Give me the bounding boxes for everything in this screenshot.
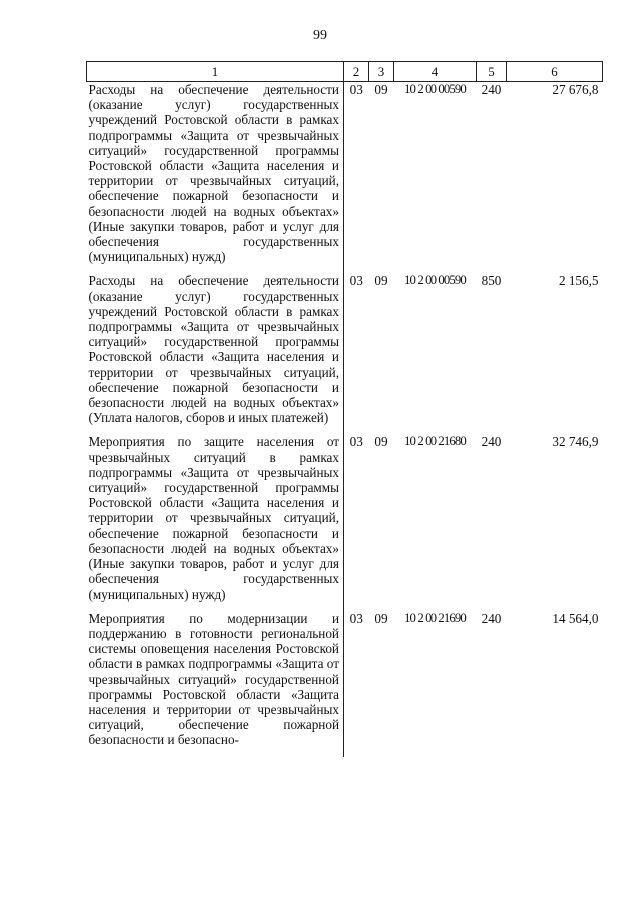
row-section: 03 bbox=[349, 610, 363, 626]
row-subsection: 09 bbox=[374, 273, 388, 289]
row-amount: 2 156,5 bbox=[558, 273, 599, 289]
header-row bbox=[87, 62, 603, 82]
table-row bbox=[87, 82, 603, 274]
row-section: 03 bbox=[349, 82, 363, 97]
row-expense-type: 240 bbox=[481, 610, 502, 626]
row-name: Мероприятия по защите населения от чрезвычайных ситуаций в рамках подпрограммы «Защита от чрезвычайных ситуаций» государственной программы Ростовской области «Защита населения и территории от чрезвычайных ситуаций, обеспечение пожарной безопасности и безопасности людей на водных объектах» (Иные закупки товаров, работ и услуг для обеспечения государственных (муниципальных) нужд) bbox=[87, 434, 344, 610]
header-col-subsection: 3 bbox=[369, 62, 394, 82]
table-row bbox=[87, 273, 603, 434]
header-col-amount: 6 bbox=[507, 62, 603, 82]
row-amount: 32 746,9 bbox=[552, 434, 599, 450]
row-section: 03 bbox=[349, 273, 363, 289]
table-row bbox=[87, 611, 603, 757]
page-number: 99 bbox=[313, 28, 327, 43]
row-target-article: 10 2 00 00590 bbox=[404, 82, 466, 96]
budget-table bbox=[86, 61, 603, 757]
row-amount: 27 676,8 bbox=[552, 82, 599, 97]
header-col-name: 1 bbox=[87, 62, 344, 82]
header-col-target-article: 4 bbox=[394, 62, 477, 82]
row-name: Мероприятия по модернизации и поддержанию в готовности региональной системы оповещения населения Ростовской области в рамках подпрограммы «Защита от чрезвычайных ситуаций» государственной программы Ростовской области «Защита населения и территории от чрезвычайных ситуаций, обеспечение пожарной безопасности и безопасно- bbox=[87, 611, 344, 757]
row-subsection: 09 bbox=[374, 82, 388, 97]
row-target-article: 10 2 00 21690 bbox=[404, 610, 466, 625]
row-target-article: 10 2 00 00590 bbox=[404, 273, 466, 288]
row-expense-type: 240 bbox=[481, 434, 502, 450]
row-expense-type: 850 bbox=[481, 273, 502, 289]
header-col-expense-type: 5 bbox=[477, 62, 507, 82]
table-body bbox=[87, 82, 603, 757]
row-target-article: 10 2 00 21680 bbox=[404, 434, 466, 449]
row-name: Расходы на обеспечение деятельности (оказание услуг) государственных учреждений Ростовской области в рамках подпрограммы «Защита от чрезвычайных ситуаций» государственной программы Ростовской области «Защита населения и территории от чрезвычайных ситуаций, обеспечение пожарной безопасности и безопасности людей на водных объектах» (Уплата налогов, сборов и иных платежей) bbox=[87, 273, 344, 434]
table-row bbox=[87, 434, 603, 610]
row-amount: 14 564,0 bbox=[552, 610, 599, 626]
row-section: 03 bbox=[349, 434, 363, 450]
row-subsection: 09 bbox=[374, 434, 388, 450]
table-header bbox=[87, 62, 603, 82]
row-name: Расходы на обеспечение деятельности (оказание услуг) государственных учреждений Ростовской области в рамках подпрограммы «Защита от чрезвычайных ситуаций» государственной программы Ростовской области «Защита населения и территории от чрезвычайных ситуаций, обеспечение пожарной безопасности и безопасности людей на водных объектах» (Иные закупки товаров, работ и услуг для обеспечения государственных (муниципальных) нужд) bbox=[87, 82, 344, 274]
header-col-section: 2 bbox=[344, 62, 369, 82]
row-expense-type: 240 bbox=[481, 82, 502, 97]
row-subsection: 09 bbox=[374, 610, 388, 626]
